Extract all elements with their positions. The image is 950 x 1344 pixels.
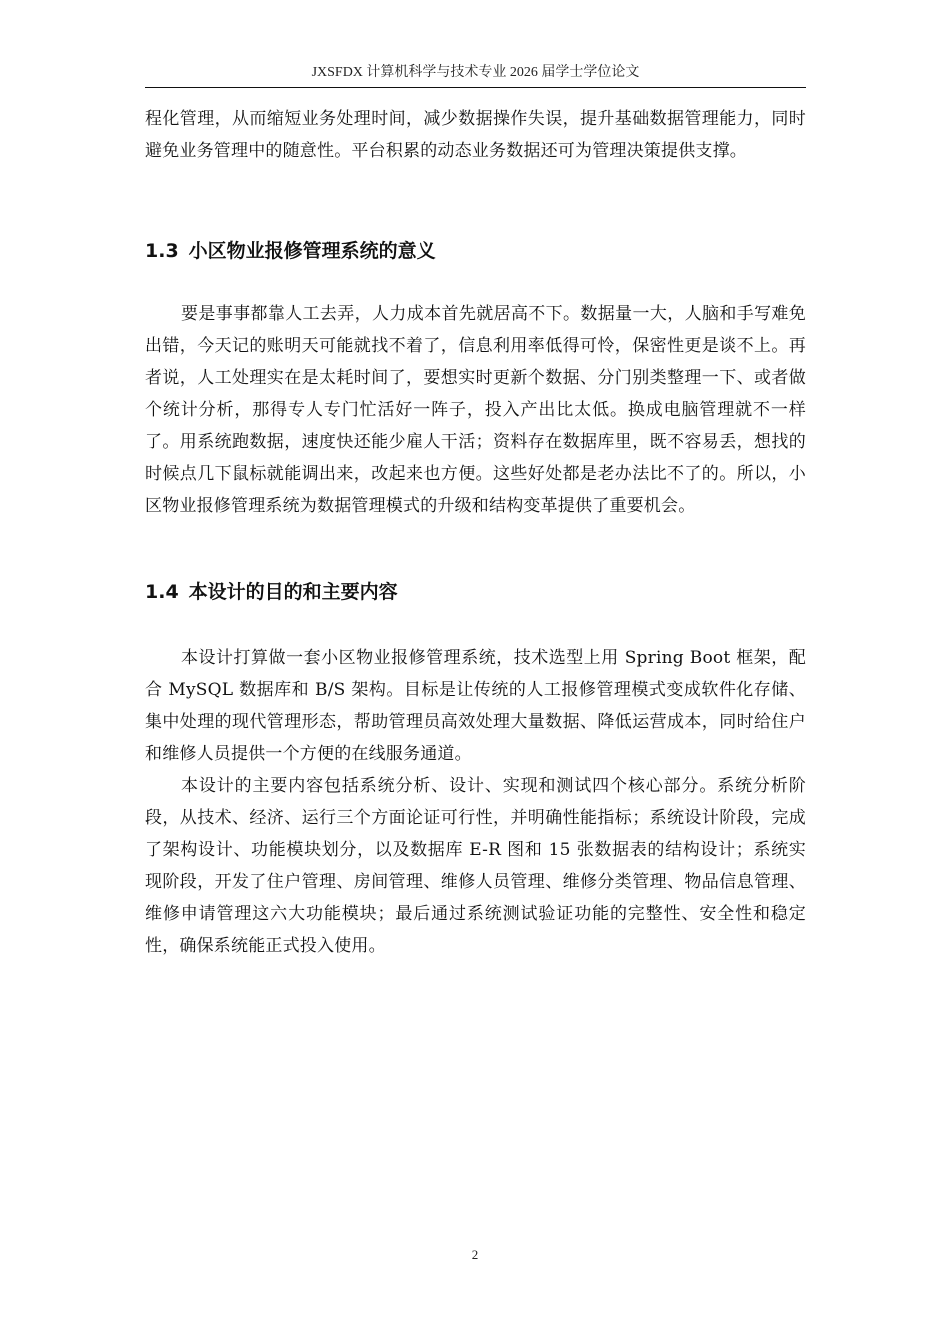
section-1-3-paragraph: 要是事事都靠人工去弄，人力成本首先就居高不下。数据量一大，人脑和手写难免出错，今天记的账明天可能就找不着了，信息利用率低得可怜，保密性更是谈不上。再者说，人工处理实在是太耗时间了，要想实时更新个数据、分门别类整理一下、或者做个统计分析，那得专人专门忙活好一阵子，投入产出比太低。换成电脑管理就不一样了。用系统跑数据，速度快还能少雇人干活；资料存在数据库里，既不容易丢，想找的时候点几下鼠标就能调出来，改起来也方便。这些好处都是老办法比不了的。所以，小区物业报修管理系统为数据管理模式的升级和结构变革提供了重要机会。	[145, 304, 806, 516]
running-header: JXSFDX 计算机科学与技术专业 2026 届学士学位论文	[311, 65, 640, 80]
continuation-paragraph: 程化管理，从而缩短业务处理时间，减少数据操作失误，提升基础数据管理能力，同时避免业务管理中的随意性。平台积累的动态业务数据还可为管理决策提供支撑。	[145, 109, 806, 161]
section-1-4-paragraph-1: 本设计打算做一套小区物业报修管理系统，技术选型上用 Spring Boot 框架，配合 MySQL 数据库和 B/S 架构。目标是让传统的人工报修管理模式变成软件化存储、集中处理的现代管理形态，帮助管理员高效处理大量数据、降低运营成本，同时给住户和维修人员提供一个方便的在线服务通道。	[145, 648, 806, 764]
section-1-4-paragraph-2: 本设计的主要内容包括系统分析、设计、实现和测试四个核心部分。系统分析阶段，从技术、经济、运行三个方面论证可行性，并明确性能指标；系统设计阶段，完成了架构设计、功能模块划分，以及数据库 E-R 图和 15 张数据表的结构设计；系统实现阶段，开发了住户管理、房间管理、维修人员管理、维修分类管理、物品信息管理、维修申请管理这六大功能模块；最后通过系统测试验证功能的完整性、安全性和稳定性，确保系统能正式投入使用。	[145, 776, 806, 956]
header-divider	[145, 87, 806, 88]
section-number: 1.3	[145, 240, 179, 262]
section-number: 1.4	[145, 581, 179, 603]
page-number: 2	[471, 1247, 479, 1262]
section-title: 小区物业报修管理系统的意义	[188, 240, 436, 262]
section-heading-1-3	[145, 238, 806, 264]
section-title: 本设计的目的和主要内容	[188, 581, 398, 603]
section-heading-1-4	[145, 579, 806, 605]
